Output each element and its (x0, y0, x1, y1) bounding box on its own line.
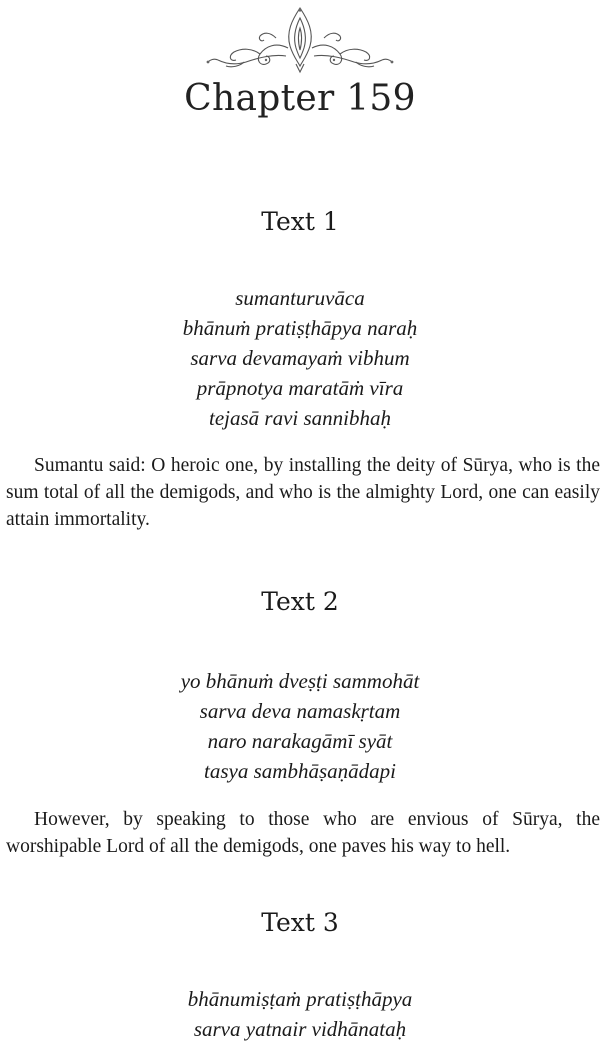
verse-line: sarva yatnair vidhānataḥ (193, 1017, 407, 1041)
verse-block (0, 984, 600, 1044)
text-heading: Text 3 (261, 908, 339, 937)
verse-line: tasya sambhāṣaṇādapi (204, 759, 396, 783)
verse-line: sumanturuvāca (235, 286, 365, 310)
verse-line: bhānumiṣṭaṁ pratiṣṭhāpya (187, 987, 413, 1011)
verse-line: yo bhānuṁ dveṣṭi sammohāt (180, 669, 420, 693)
verse-line: sarva deva namaskṛtam (199, 699, 401, 723)
verse-block (0, 666, 600, 786)
verse-block (0, 283, 600, 433)
floral-ornament-icon (200, 2, 400, 74)
verse-line: bhānuṁ pratiṣṭhāpya naraḥ (182, 316, 418, 340)
translation-paragraph (6, 452, 600, 533)
verse-line: prāpnotya maratāṁ vīra (196, 376, 404, 400)
verse-line: sarva devamayaṁ vibhum (190, 346, 410, 370)
text-heading: Text 2 (261, 587, 339, 616)
translation-text: Sumantu said: O heroic one, by installing the deity of Sūrya, who is the sum total of all the demigods, and who is the almighty Lord, one can easily attain immortality. (6, 455, 600, 530)
chapter-title: Chapter 159 (184, 78, 416, 119)
translation-text: However, by speaking to those who are envious of Sūrya, the worshipable Lord of all the demigods, one paves his way to hell. (6, 809, 600, 857)
text-heading: Text 1 (261, 207, 339, 236)
translation-paragraph (6, 806, 600, 860)
verse-line: naro narakagāmī syāt (207, 729, 393, 753)
verse-line: tejasā ravi sannibhaḥ (209, 406, 391, 430)
